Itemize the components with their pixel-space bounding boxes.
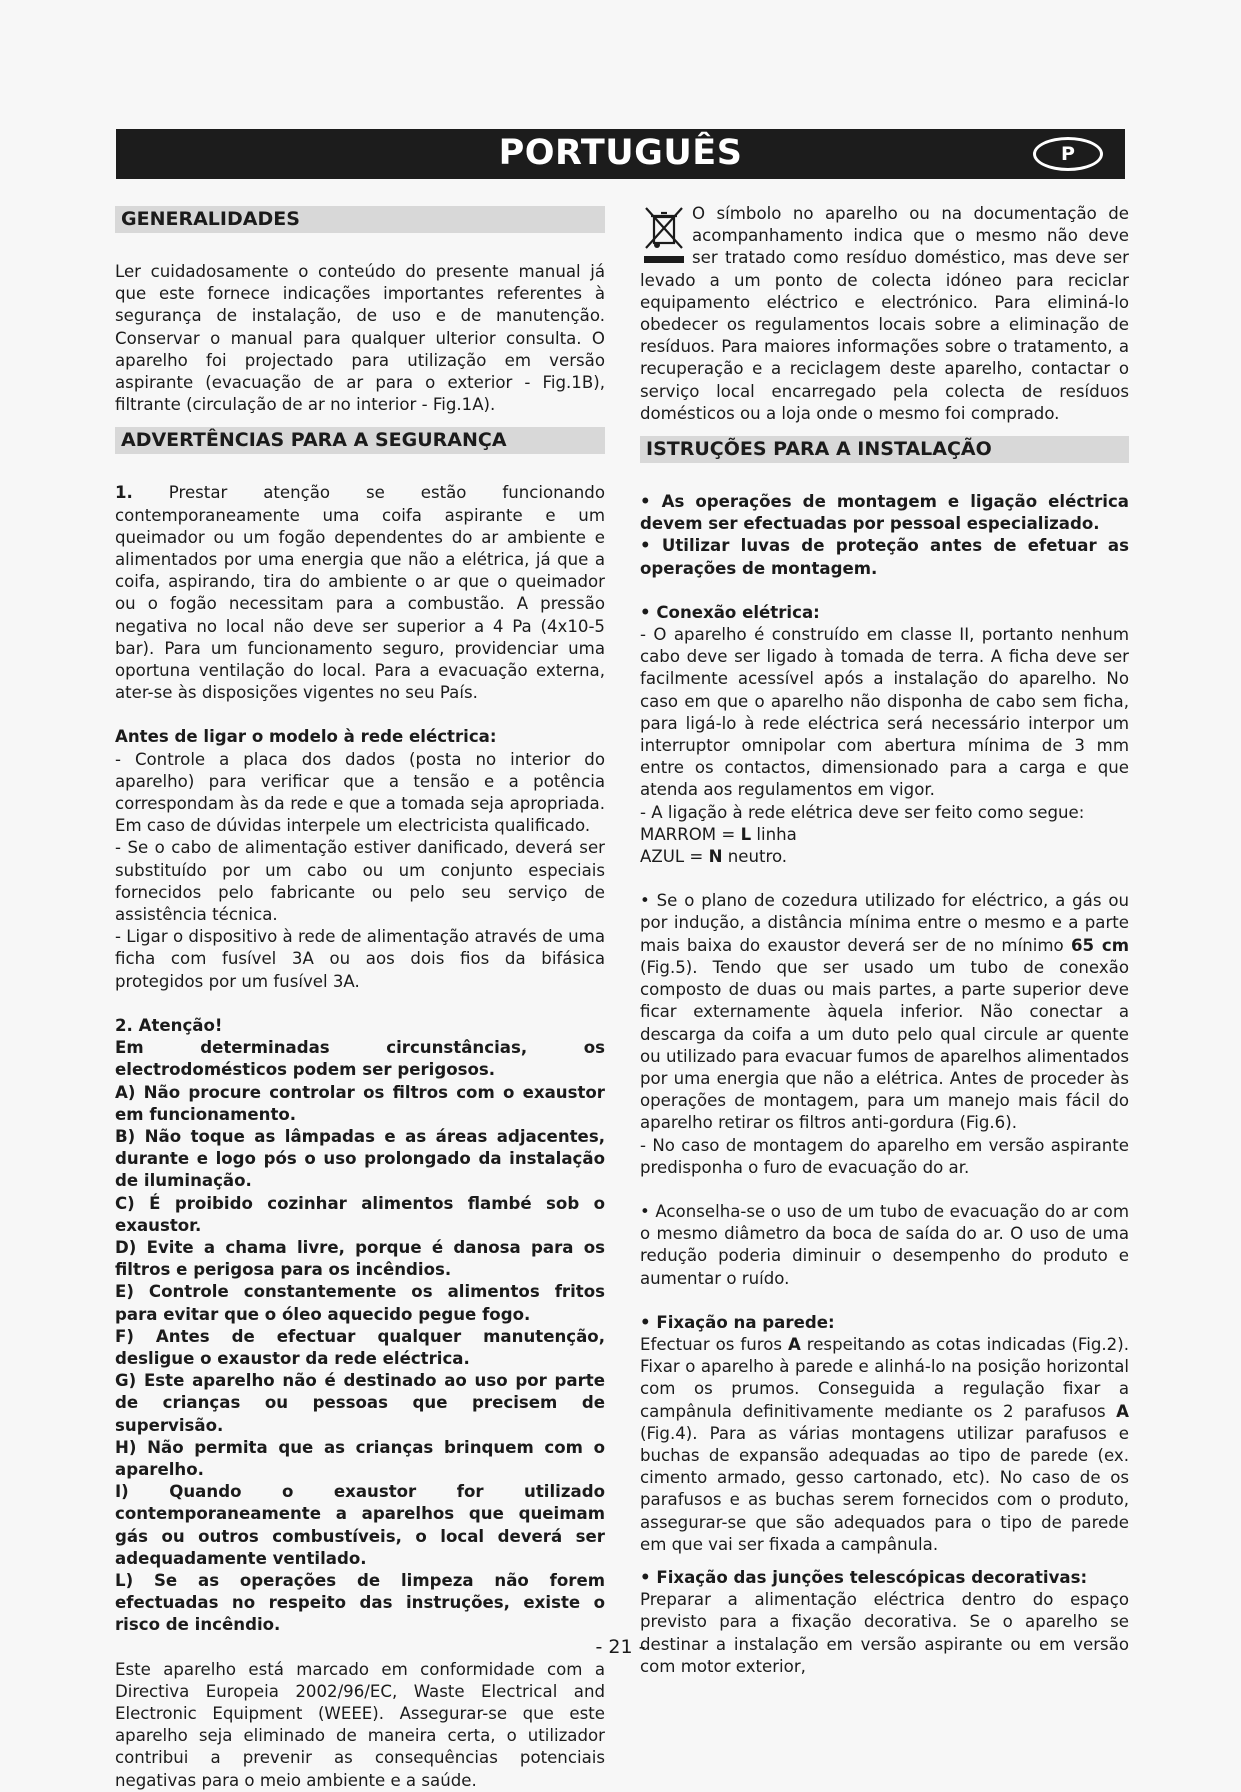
hob-distance-value: 65 cm [1070,935,1129,955]
wall-fixing-part: Efectuar os furos [640,1334,788,1354]
wiring-brown-code: L [740,824,752,844]
attention-item: C) É proibido cozinhar alimentos flambé sob o exaustor. [115,1193,605,1235]
install-bullet: • Utilizar luvas de proteção antes de efetuar as operações de montagem. [640,536,1129,578]
language-title-bar [116,129,1125,179]
language-badge: P [1033,137,1103,171]
wall-fixing-ref: A [787,1334,801,1354]
weee-directive-text: Este aparelho está marcado em conformidade com a Directiva Europeia 2002/96/EC, Waste Electrical and Electronic Equipment (WEEE). Assegurar-se que este aparelho seja eliminado de maneira certa, o utilizador contribui a prevenir as consequências potenciais negativas para o meio ambiente e a saúde. [115,1659,605,1790]
attention-item: F) Antes de efectuar qualquer manutenção, desligue o exaustor da rede eléctrica. [115,1326,605,1368]
wiring-blue-word: neutro. [722,847,788,867]
attention-item: B) Não toque as lâmpadas e as áreas adjacentes, durante e logo pós o uso prolongado da instalação de iluminação. [115,1126,605,1191]
install-bullet: • As operações de montagem e ligação eléctrica devem ser efectuadas por pessoal especializado. [640,492,1129,534]
weee-block [640,203,1129,425]
attention-item: G) Este aparelho não é destinado ao uso por parte de crianças ou pessoas que precisem de supervisão. [115,1371,605,1435]
exhaust-tube-advice: • Aconselha-se o uso de um tubo de evacuação do ar com o mesmo diâmetro da boca de saída do ar. O uso de uma redução poderia diminuir o desempenho do produto e aumentar o ruído. [640,1201,1129,1288]
before-connecting-line: - Controle a placa dos dados (posta no interior do aparelho) para verificar que a tensão e a potência correspondam às da rede e que a tomada seja apropriada. Em caso de dúvidas interpele um electricista qualificado. [115,749,605,836]
wall-fixing-text [640,1334,1129,1556]
attention-item: D) Evite a chama livre, porque é danosa para os filtros e perigosa para os incêndios. [115,1237,605,1280]
wall-fixing-part: respeitando as cotas indicadas (Fig.2). Fixar o aparelho à parede e alinhá-lo na posição horizontal com os prumos. Conseguida a regulação fixar a campânula definitivamente mediante os 2 parafusos [640,1334,1129,1421]
generalidades-text: Ler cuidadosamente o conteúdo do presente manual já que este fornece indicações importantes referentes à segurança de instalação, de uso e de manutenção. Conservar o manual para qualquer ulterior consulta. O aparelho foi projectado para utilização em versão aspirante (evacuação de ar para o exterior - Fig.1B), filtrante (circulação de ar no interior - Fig.1A). [115,262,605,415]
attention-item: E) Controle constantemente os alimentos fritos para evitar que o óleo aquecido pegue fogo. [115,1282,605,1324]
wall-fixing-heading: • Fixação na parede: [640,1312,835,1332]
crossed-bin-icon [640,203,688,265]
hob-distance-text [640,890,1129,1134]
wiring-brown-word: linha [751,824,797,844]
wiring-brown [640,824,1129,846]
telescopic-joints-text: Preparar a alimentação eléctrica dentro do espaço previsto para a fixação decorativa. Se o aparelho se destinar a instalação em versão aspirante ou em versão com motor exterior, [640,1590,1129,1676]
exhaust-hole-text: - No caso de montagem do aparelho em versão aspirante predisponha o furo de evacuação do ar. [640,1135,1129,1177]
page-number: - 21 - [595,1636,646,1658]
attention-intro: Em determinadas circunstâncias, os electrodomésticos podem ser perigosos. [115,1038,605,1080]
before-connecting-heading: Antes de ligar o modelo à rede eléctrica: [115,727,497,747]
warning-item-1-number: 1. [115,483,133,503]
wiring-blue [640,846,1129,868]
attention-item: L) Se as operações de limpeza não forem efectuadas no respeito das instruções, existe o risco de incêndio. [115,1570,605,1635]
electrical-connection-heading: • Conexão elétrica: [640,602,820,622]
wall-fixing-ref: A [1116,1401,1129,1421]
page-title: PORTUGUÊS [498,133,743,173]
attention-item: H) Não permita que as crianças brinquem com o aparelho. [115,1437,605,1479]
wiring-brown-label: MARROM = [640,824,741,844]
attention-item: A) Não procure controlar os filtros com o exaustor em funcionamento. [115,1082,605,1124]
weee-symbol-text: O símbolo no aparelho ou na documentação de acompanhamento indica que o mesmo não deve ser tratado como resíduo doméstico, mas deve ser levado a um ponto de colecta idóneo para reciclar equipamento eléctrico e electrónico. Para eliminá-lo obedecer os regulamentos locais sobre a eliminação de resíduos. Para maiores informações sobre o tratamento, a recuperação e a reciclagem deste aparelho, contactar o serviço local encarregado pela colecta de resíduos domésticos ou a loja onde o mesmo foi comprado. [640,204,1129,423]
hob-distance-pre: • Se o plano de cozedura utilizado for eléctrico, a gás ou por indução, a distância mínima entre o mesmo e a parte mais baixa do exaustor deverá ser de no mínimo [640,891,1129,955]
electrical-connection-text: - O aparelho é construído em classe II, portanto nenhum cabo deve ser ligado à tomada de terra. A ficha deve ser facilmente acessível após a instalação do aparelho. No caso em que o aparelho não disponha de cabo sem ficha, para ligá-lo à rede eléctrica será necessário interpor um interruptor omnipolar com abertura mínima de 3 mm entre os contactos, dimensionado para a carga e que atenda aos regulamentos em vigor. [640,625,1129,800]
telescopic-joints-heading: • Fixação das junções telescópicas decorativas: [640,1567,1088,1587]
left-column [115,206,605,1792]
wiring-blue-code: N [708,847,723,867]
section-heading-instalacao: ISTRUÇÕES PARA A INSTALAÇÃO [640,436,1129,463]
attention-heading: 2. Atenção! [115,1015,223,1035]
attention-item: I) Quando o exaustor for utilizado contemporaneamente a aparelhos que queimam gás ou outros combustíveis, o local deverá ser adequadamente ventilado. [115,1482,605,1568]
wiring-blue-label: AZUL = [640,847,709,867]
section-heading-advertencias: ADVERTÊNCIAS PARA A SEGURANÇA [115,427,605,454]
before-connecting-line: - Ligar o dispositivo à rede de alimentação através de uma ficha com fusível 3A ou aos dois fios da bifásica protegidos por um fusível 3A. [115,927,605,991]
wall-fixing-part: (Fig.4). Para as várias montagens utilizar parafusos e buchas de expansão adequadas ao tipo de parede (ex. cimento armado, gesso cartonado, etc). No caso de os parafusos e as buchas serem fornecidos com o produto, assegurar-se que são adequados para o tipo de parede em que vai ser fixada a campânula. [640,1423,1129,1554]
wiring-intro: - A ligação à rede elétrica deve ser feito como segue: [640,802,1085,822]
before-connecting-line: - Se o cabo de alimentação estiver danificado, deverá ser substituído por um cabo ou um conjunto especiais fornecidos pelo fabricante ou pelo seu serviço de assistência técnica. [115,838,605,925]
section-heading-generalidades: GENERALIDADES [115,206,605,233]
warning-item-1 [115,482,605,704]
warning-item-1-text: Prestar atenção se estão funcionando contemporaneamente uma coifa aspirante e um queimador ou um fogão dependentes do ar ambiente e alimentados por uma energia que não a elétrica, já que a coifa, aspirando, tira do ambiente o ar que o queimador ou o fogão necessitam para a combustão. A pressão negativa no local não deve ser superior a 4 Pa (4x10-5 bar). Para um funcionamento seguro, providenciar uma oportuna ventilação do local. Para a evacuação externa, ater-se às disposições vigentes no seu País. [115,483,605,703]
right-column [640,203,1129,1678]
hob-distance-post: (Fig.5). Tendo que ser usado um tubo de conexão composto de duas ou mais partes, a parte superior deve ficar externamente àquela inferior. Não conectar a descarga da coifa a um duto pelo qual circule ar quente ou utilizado para evacuar fumos de aparelhos alimentados por uma energia que não a elétrica. Antes de proceder às operações de montagem, para um manejo mais fácil do aparelho retirar os filtros anti-gordura (Fig.6). [640,957,1129,1133]
